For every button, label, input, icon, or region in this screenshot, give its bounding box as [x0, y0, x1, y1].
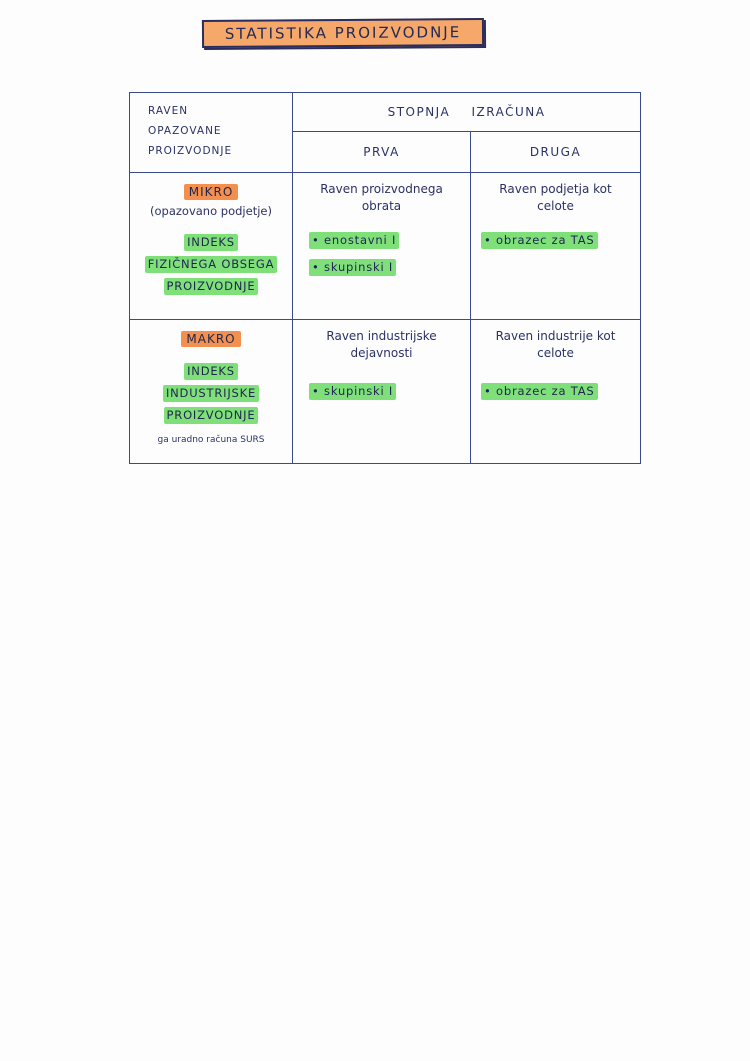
row-mikro-index-line-3: PROIZVODNJE	[164, 278, 259, 295]
table-row-mikro	[130, 173, 641, 320]
row-makro-index-line-2: INDUSTRIJSKE	[163, 385, 259, 402]
production-statistics-table	[129, 92, 641, 464]
row-makro-druga-cell	[471, 320, 641, 464]
row-mikro-prva-item-1: enostavni I	[324, 233, 397, 247]
row-mikro-prva-list: • enostavni I • skupinski I	[293, 215, 470, 276]
row-mikro-index-line-2: FIZIČNEGA OBSEGA	[145, 256, 278, 273]
row-makro-label-cell	[130, 320, 293, 464]
header-level-of-observation	[130, 93, 293, 173]
row-mikro-druga-item-1: obrazec za TAS	[496, 233, 595, 247]
row-mikro-druga-list: • obrazec za TAS	[471, 215, 640, 249]
header-left-line-3: PROIZVODNJE	[148, 145, 233, 157]
row-mikro-druga-cell	[471, 173, 641, 320]
row-mikro-prva-title: Raven proizvodnega obrata	[320, 182, 443, 213]
row-makro-druga-title: Raven industrije kot celote	[495, 329, 616, 360]
header-left-line-2: OPAZOVANE	[148, 125, 222, 137]
row-mikro-prva-item-2: skupinski I	[324, 260, 394, 274]
row-makro-prva-title: Raven industrijske dejavnosti	[326, 329, 437, 360]
header-col-prva: PRVA	[293, 132, 471, 173]
header-calculation-stage: STOPNJA IZRAČUNA	[293, 93, 641, 132]
row-makro-prva-list: • skupinski I	[293, 362, 470, 400]
row-makro-index-line-1: INDEKS	[184, 363, 238, 380]
row-makro-index	[130, 359, 292, 425]
row-makro-prva-item-1: skupinski I	[324, 384, 394, 398]
header-col-druga: DRUGA	[471, 132, 641, 173]
row-mikro-label: MIKRO	[184, 184, 239, 200]
row-mikro-prva-cell	[293, 173, 471, 320]
row-mikro-label-cell	[130, 173, 293, 320]
row-mikro-druga-title: Raven podjetja kot celote	[499, 182, 612, 213]
row-mikro-sublabel: (opazovano podjetje)	[150, 204, 272, 218]
row-makro-druga-list: • obrazec za TAS	[471, 362, 640, 400]
table-row-makro	[130, 320, 641, 464]
row-mikro-index	[130, 230, 292, 296]
row-makro-druga-item-1: obrazec za TAS	[496, 384, 595, 398]
row-mikro-index-line-1: INDEKS	[184, 234, 238, 251]
row-makro-note: ga uradno računa SURS	[157, 435, 265, 445]
row-makro-label: MAKRO	[181, 331, 240, 347]
row-makro-index-line-3: PROIZVODNJE	[164, 407, 259, 424]
page-title: STATISTIKA PROIZVODNJE	[202, 18, 484, 48]
row-makro-prva-cell	[293, 320, 471, 464]
header-left-line-1: RAVEN	[148, 105, 189, 117]
